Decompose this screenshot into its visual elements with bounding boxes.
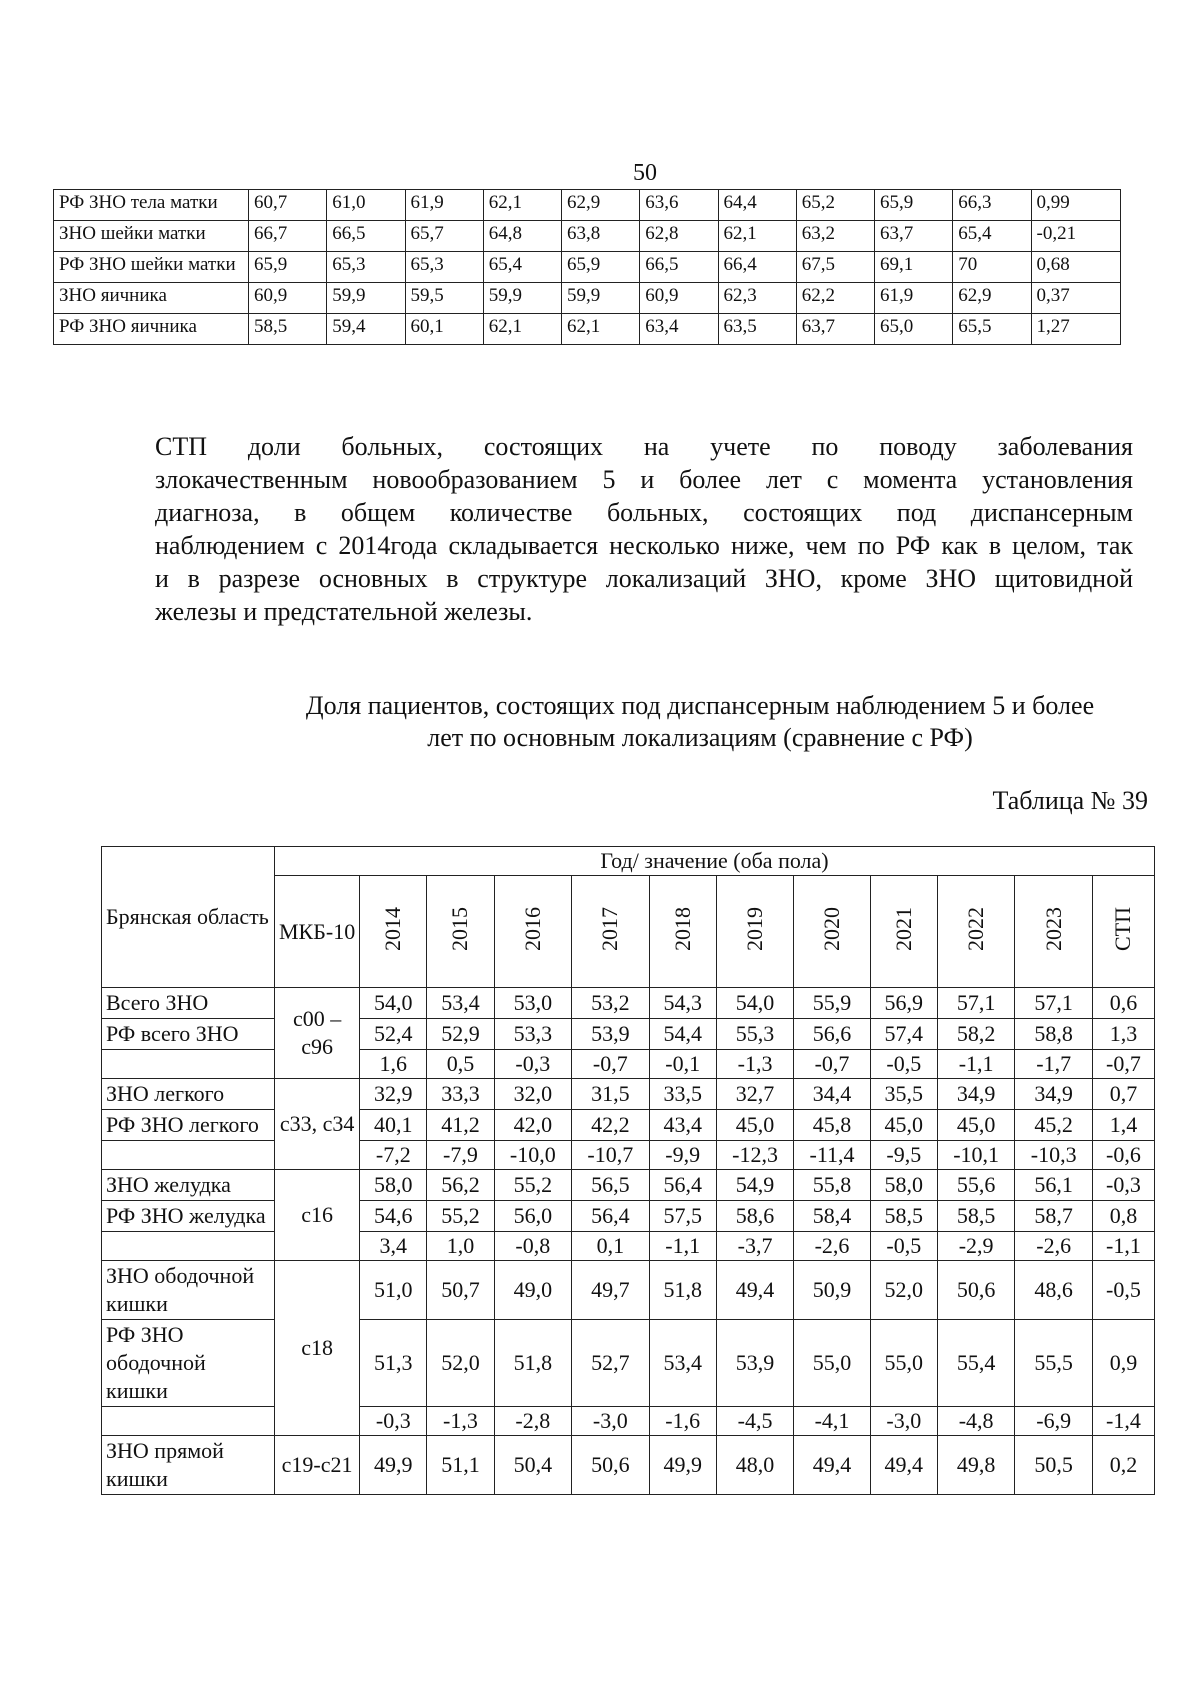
row-name: ЗНО прямой кишки — [102, 1436, 275, 1495]
cell-value: -0,7 — [794, 1050, 870, 1079]
row-label: РФ ЗНО яичника — [54, 314, 249, 345]
cell-value: -3,0 — [572, 1407, 650, 1436]
cell-value: 58,5 — [937, 1201, 1015, 1232]
cell-value: -12,3 — [716, 1141, 794, 1170]
cell-value: 53,9 — [716, 1320, 794, 1407]
cell-value: 34,9 — [1015, 1079, 1093, 1110]
cell-value: -7,9 — [427, 1141, 494, 1170]
cell-value: -3,7 — [716, 1232, 794, 1261]
year-header — [494, 876, 572, 988]
cell-value: 56,2 — [427, 1170, 494, 1201]
row-name: РФ ЗНО ободочной кишки — [102, 1320, 275, 1407]
cell-value: -0,21 — [1031, 221, 1121, 252]
cell-value: 52,4 — [360, 1019, 427, 1050]
cell-value: 3,4 — [360, 1232, 427, 1261]
cell-value: -1,3 — [716, 1050, 794, 1079]
cell-value: 64,8 — [483, 221, 561, 252]
cell-value: 52,0 — [870, 1261, 937, 1320]
cell-value: 33,3 — [427, 1079, 494, 1110]
cell-value: 56,4 — [649, 1170, 716, 1201]
cell-value: 40,1 — [360, 1110, 427, 1141]
year-label: 2022 — [963, 906, 989, 951]
cell-value: 34,4 — [794, 1079, 870, 1110]
cell-value: 62,1 — [718, 221, 796, 252]
row-name: ЗНО легкого — [102, 1079, 275, 1110]
cell-value: 62,1 — [483, 314, 561, 345]
cell-value: 70 — [953, 252, 1031, 283]
year-label: 2018 — [669, 906, 695, 951]
cell-value: 55,5 — [1015, 1320, 1093, 1407]
cell-value: 58,2 — [937, 1019, 1015, 1050]
cell-value: -0,1 — [649, 1050, 716, 1079]
cell-value: 54,0 — [716, 988, 794, 1019]
cell-value: 66,5 — [327, 221, 405, 252]
cell-value: 55,9 — [794, 988, 870, 1019]
cell-value: 32,9 — [360, 1079, 427, 1110]
row-name — [102, 1232, 275, 1261]
year-header — [870, 876, 937, 988]
cell-value: 60,9 — [249, 283, 327, 314]
cell-value: -1,1 — [1092, 1232, 1154, 1261]
cell-value: 65,3 — [327, 252, 405, 283]
cell-value: 59,9 — [562, 283, 640, 314]
cell-value: 43,4 — [649, 1110, 716, 1141]
cell-value: -10,0 — [494, 1141, 572, 1170]
cell-value: 55,6 — [937, 1170, 1015, 1201]
year-header — [794, 876, 870, 988]
cell-value: 55,0 — [870, 1320, 937, 1407]
cell-value: 0,7 — [1092, 1079, 1154, 1110]
cell-value: 56,1 — [1015, 1170, 1093, 1201]
mkb-code: с18 — [275, 1261, 360, 1436]
cell-value: 58,6 — [716, 1201, 794, 1232]
table-row — [102, 1436, 1155, 1495]
mkb-code: с00 – с96 — [275, 988, 360, 1079]
cell-value: 31,5 — [572, 1079, 650, 1110]
cell-value: 1,6 — [360, 1050, 427, 1079]
table-row — [54, 221, 1121, 252]
cell-value: 0,9 — [1092, 1320, 1154, 1407]
cell-value: 0,6 — [1092, 988, 1154, 1019]
cell-value: 50,7 — [427, 1261, 494, 1320]
cell-value: 58,0 — [870, 1170, 937, 1201]
cell-value: -0,7 — [1092, 1050, 1154, 1079]
cell-value: -0,6 — [1092, 1141, 1154, 1170]
cell-value: 58,8 — [1015, 1019, 1093, 1050]
cell-value: 59,5 — [405, 283, 483, 314]
cell-value: 63,7 — [796, 314, 874, 345]
mkb-code: с33, с34 — [275, 1079, 360, 1170]
cell-value: 56,4 — [572, 1201, 650, 1232]
cell-value: 32,7 — [716, 1079, 794, 1110]
cell-value: 55,2 — [427, 1201, 494, 1232]
cell-value: 51,8 — [494, 1320, 572, 1407]
cell-value: 48,0 — [716, 1436, 794, 1495]
cell-value: -1,1 — [937, 1050, 1015, 1079]
cell-value: 66,5 — [640, 252, 718, 283]
cell-value: 62,8 — [640, 221, 718, 252]
cell-value: 49,7 — [572, 1261, 650, 1320]
cell-value: 62,1 — [483, 190, 561, 221]
cell-value: 58,7 — [1015, 1201, 1093, 1232]
cell-value: 58,5 — [249, 314, 327, 345]
paragraph-line: диагноза, в общем количестве больных, состоящих под диспансерным — [155, 498, 1133, 527]
cell-value: -2,6 — [1015, 1232, 1093, 1261]
cell-value: -2,6 — [794, 1232, 870, 1261]
cell-value: 62,2 — [796, 283, 874, 314]
page-number: 50 — [633, 160, 657, 186]
cell-value: 34,9 — [937, 1079, 1015, 1110]
cell-value: 53,3 — [494, 1019, 572, 1050]
caption-line: Доля пациентов, состоящих под диспансерным наблюдением 5 и более — [305, 691, 1095, 720]
cell-value: 55,3 — [716, 1019, 794, 1050]
table-row — [102, 1407, 1155, 1436]
year-label: 2019 — [742, 906, 768, 951]
cell-value: 57,1 — [937, 988, 1015, 1019]
cell-value: 0,5 — [427, 1050, 494, 1079]
cell-value: -4,1 — [794, 1407, 870, 1436]
cell-value: 0,37 — [1031, 283, 1121, 314]
row-name: РФ ЗНО желудка — [102, 1201, 275, 1232]
cell-value: 65,5 — [953, 314, 1031, 345]
cell-value: -6,9 — [1015, 1407, 1093, 1436]
cell-value: 0,8 — [1092, 1201, 1154, 1232]
cell-value: -1,3 — [427, 1407, 494, 1436]
year-header — [427, 876, 494, 988]
cell-value: 59,9 — [483, 283, 561, 314]
cell-value: 65,7 — [405, 221, 483, 252]
cell-value: -0,5 — [1092, 1261, 1154, 1320]
cell-value: -10,3 — [1015, 1141, 1093, 1170]
cell-value: 52,7 — [572, 1320, 650, 1407]
cell-value: 65,9 — [249, 252, 327, 283]
year-header — [716, 876, 794, 988]
cell-value: 55,4 — [937, 1320, 1015, 1407]
table-row — [54, 314, 1121, 345]
cell-value: 58,5 — [870, 1201, 937, 1232]
year-label: 2016 — [519, 906, 545, 951]
mkb-code: с19-с21 — [275, 1436, 360, 1495]
cell-value: 0,68 — [1031, 252, 1121, 283]
year-label: 2015 — [447, 906, 473, 951]
year-label: 2023 — [1040, 906, 1066, 951]
cell-value: 35,5 — [870, 1079, 937, 1110]
cell-value: 53,4 — [427, 988, 494, 1019]
table-row — [102, 988, 1155, 1019]
cell-value: 0,2 — [1092, 1436, 1154, 1495]
cell-value: 60,7 — [249, 190, 327, 221]
cell-value: 61,0 — [327, 190, 405, 221]
row-name — [102, 1141, 275, 1170]
cell-value: 55,0 — [794, 1320, 870, 1407]
year-header — [572, 876, 650, 988]
cell-value: 65,2 — [796, 190, 874, 221]
year-header — [937, 876, 1015, 988]
cell-value: -10,7 — [572, 1141, 650, 1170]
year-label: 2014 — [380, 906, 406, 951]
year-header — [1015, 876, 1093, 988]
cell-value: 49,8 — [937, 1436, 1015, 1495]
cell-value: 52,9 — [427, 1019, 494, 1050]
table-row — [102, 1201, 1155, 1232]
cell-value: -4,8 — [937, 1407, 1015, 1436]
cell-value: 66,7 — [249, 221, 327, 252]
cell-value: 55,8 — [794, 1170, 870, 1201]
cell-value: 60,1 — [405, 314, 483, 345]
cell-value: 49,4 — [870, 1436, 937, 1495]
table-row — [102, 1170, 1155, 1201]
mkb-code: с16 — [275, 1170, 360, 1261]
cell-value: 54,3 — [649, 988, 716, 1019]
cell-value: 52,0 — [427, 1320, 494, 1407]
cell-value: 54,4 — [649, 1019, 716, 1050]
cell-value: 42,2 — [572, 1110, 650, 1141]
table-row — [102, 1110, 1155, 1141]
cell-value: 65,4 — [953, 221, 1031, 252]
cell-value: -0,3 — [494, 1050, 572, 1079]
cell-value: 48,6 — [1015, 1261, 1093, 1320]
row-name: РФ ЗНО легкого — [102, 1110, 275, 1141]
cell-value: 64,4 — [718, 190, 796, 221]
row-label: ЗНО шейки матки — [54, 221, 249, 252]
row-name — [102, 1407, 275, 1436]
cell-value: -0,3 — [360, 1407, 427, 1436]
cell-value: 45,0 — [870, 1110, 937, 1141]
cell-value: 41,2 — [427, 1110, 494, 1141]
cell-value: 45,0 — [937, 1110, 1015, 1141]
cell-value: 59,4 — [327, 314, 405, 345]
cell-value: 62,9 — [562, 190, 640, 221]
cell-value: 45,2 — [1015, 1110, 1093, 1141]
year-header — [360, 876, 427, 988]
cell-value: 53,4 — [649, 1320, 716, 1407]
cell-value: 63,7 — [875, 221, 953, 252]
cell-value: -11,4 — [794, 1141, 870, 1170]
cell-value: 65,4 — [483, 252, 561, 283]
cell-value: -0,3 — [1092, 1170, 1154, 1201]
year-label: 2020 — [819, 906, 844, 951]
cell-value: 53,9 — [572, 1019, 650, 1050]
cell-value: 50,6 — [937, 1261, 1015, 1320]
cell-value: 49,9 — [360, 1436, 427, 1495]
cell-value: 51,0 — [360, 1261, 427, 1320]
row-name — [102, 1050, 275, 1079]
paragraph-line: железы и предстательной железы. — [155, 597, 533, 626]
table-row — [54, 190, 1121, 221]
cell-value: 54,6 — [360, 1201, 427, 1232]
table-row — [54, 252, 1121, 283]
cell-value: 0,1 — [572, 1232, 650, 1261]
cell-value: 42,0 — [494, 1110, 572, 1141]
paragraph-line: и в разрезе основных в структуре локализаций ЗНО, кроме ЗНО щитовидной — [155, 564, 1133, 593]
cell-value: 54,9 — [716, 1170, 794, 1201]
continued-table — [53, 189, 1121, 345]
body-paragraph — [155, 430, 1133, 628]
cell-value: 61,9 — [405, 190, 483, 221]
year-label: СТП — [1110, 906, 1136, 951]
cell-value: 65,9 — [875, 190, 953, 221]
table-39 — [101, 846, 1155, 1495]
cell-value: -0,8 — [494, 1232, 572, 1261]
table-row — [102, 1141, 1155, 1170]
cell-value: 58,0 — [360, 1170, 427, 1201]
cell-value: 55,2 — [494, 1170, 572, 1201]
table-row — [102, 1320, 1155, 1407]
cell-value: -0,5 — [870, 1050, 937, 1079]
cell-value: -0,7 — [572, 1050, 650, 1079]
cell-value: -9,9 — [649, 1141, 716, 1170]
cell-value: 66,3 — [953, 190, 1031, 221]
cell-value: 54,0 — [360, 988, 427, 1019]
cell-value: 1,3 — [1092, 1019, 1154, 1050]
paragraph-line: наблюдением с 2014года складывается несколько ниже, чем по РФ как в целом, так — [155, 531, 1133, 560]
row-label: РФ ЗНО шейки матки — [54, 252, 249, 283]
cell-value: -4,5 — [716, 1407, 794, 1436]
year-header — [649, 876, 716, 988]
cell-value: -1,4 — [1092, 1407, 1154, 1436]
table-number: Таблица № 39 — [992, 786, 1148, 815]
region-header: Брянская область — [102, 847, 275, 988]
cell-value: 63,6 — [640, 190, 718, 221]
row-name: ЗНО ободочной кишки — [102, 1261, 275, 1320]
caption-line: лет по основным локализациям (сравнение с РФ) — [427, 723, 973, 752]
table-caption — [160, 690, 1200, 754]
table-row — [54, 283, 1121, 314]
cell-value: 65,9 — [562, 252, 640, 283]
table-row — [102, 1232, 1155, 1261]
cell-value: 65,3 — [405, 252, 483, 283]
cell-value: -0,5 — [870, 1232, 937, 1261]
cell-value: 56,6 — [794, 1019, 870, 1050]
mkb-header: МКБ-10 — [275, 876, 360, 988]
cell-value: 32,0 — [494, 1079, 572, 1110]
cell-value: 51,1 — [427, 1436, 494, 1495]
cell-value: 56,5 — [572, 1170, 650, 1201]
cell-value: 56,9 — [870, 988, 937, 1019]
cell-value: 45,0 — [716, 1110, 794, 1141]
cell-value: 62,3 — [718, 283, 796, 314]
cell-value: -1,6 — [649, 1407, 716, 1436]
cell-value: 45,8 — [794, 1110, 870, 1141]
cell-value: 53,0 — [494, 988, 572, 1019]
cell-value: 57,1 — [1015, 988, 1093, 1019]
cell-value: 1,4 — [1092, 1110, 1154, 1141]
cell-value: 1,0 — [427, 1232, 494, 1261]
cell-value: 62,1 — [562, 314, 640, 345]
cell-value: 33,5 — [649, 1079, 716, 1110]
row-name: РФ всего ЗНО — [102, 1019, 275, 1050]
row-label: РФ ЗНО тела матки — [54, 190, 249, 221]
cell-value: -1,1 — [649, 1232, 716, 1261]
cell-value: 49,0 — [494, 1261, 572, 1320]
row-label: ЗНО яичника — [54, 283, 249, 314]
cell-value: 63,2 — [796, 221, 874, 252]
cell-value: 63,8 — [562, 221, 640, 252]
cell-value: 60,9 — [640, 283, 718, 314]
cell-value: -10,1 — [937, 1141, 1015, 1170]
cell-value: 66,4 — [718, 252, 796, 283]
cell-value: -9,5 — [870, 1141, 937, 1170]
cell-value: -2,9 — [937, 1232, 1015, 1261]
year-label: 2017 — [597, 906, 623, 951]
cell-value: 49,9 — [649, 1436, 716, 1495]
cell-value: 59,9 — [327, 283, 405, 314]
table-row — [102, 1079, 1155, 1110]
cell-value: 67,5 — [796, 252, 874, 283]
cell-value: -1,7 — [1015, 1050, 1093, 1079]
table-row — [102, 1261, 1155, 1320]
cell-value: 50,4 — [494, 1436, 572, 1495]
paragraph-line: злокачественным новообразованием 5 и более лет с момента установления — [155, 465, 1133, 494]
cell-value: 62,9 — [953, 283, 1031, 314]
cell-value: 1,27 — [1031, 314, 1121, 345]
table-row — [102, 1019, 1155, 1050]
cell-value: -3,0 — [870, 1407, 937, 1436]
cell-value: 50,5 — [1015, 1436, 1093, 1495]
cell-value: 50,6 — [572, 1436, 650, 1495]
row-name: Всего ЗНО — [102, 988, 275, 1019]
cell-value: 53,2 — [572, 988, 650, 1019]
year-header — [1092, 876, 1154, 988]
cell-value: 57,4 — [870, 1019, 937, 1050]
paragraph-line: СТП доли больных, состоящих на учете по поводу заболевания — [155, 432, 1133, 461]
cell-value: 63,5 — [718, 314, 796, 345]
cell-value: 50,9 — [794, 1261, 870, 1320]
row-name: ЗНО желудка — [102, 1170, 275, 1201]
cell-value: 49,4 — [716, 1261, 794, 1320]
table-row — [102, 1050, 1155, 1079]
cell-value: 65,0 — [875, 314, 953, 345]
cell-value: 0,99 — [1031, 190, 1121, 221]
cell-value: 61,9 — [875, 283, 953, 314]
cell-value: 69,1 — [875, 252, 953, 283]
cell-value: 51,8 — [649, 1261, 716, 1320]
cell-value: -2,8 — [494, 1407, 572, 1436]
cell-value: 56,0 — [494, 1201, 572, 1232]
cell-value: -7,2 — [360, 1141, 427, 1170]
cell-value: 57,5 — [649, 1201, 716, 1232]
cell-value: 63,4 — [640, 314, 718, 345]
year-group-header: Год/ значение (оба пола) — [275, 847, 1155, 876]
cell-value: 58,4 — [794, 1201, 870, 1232]
cell-value: 49,4 — [794, 1436, 870, 1495]
cell-value: 51,3 — [360, 1320, 427, 1407]
year-label: 2021 — [890, 906, 916, 951]
